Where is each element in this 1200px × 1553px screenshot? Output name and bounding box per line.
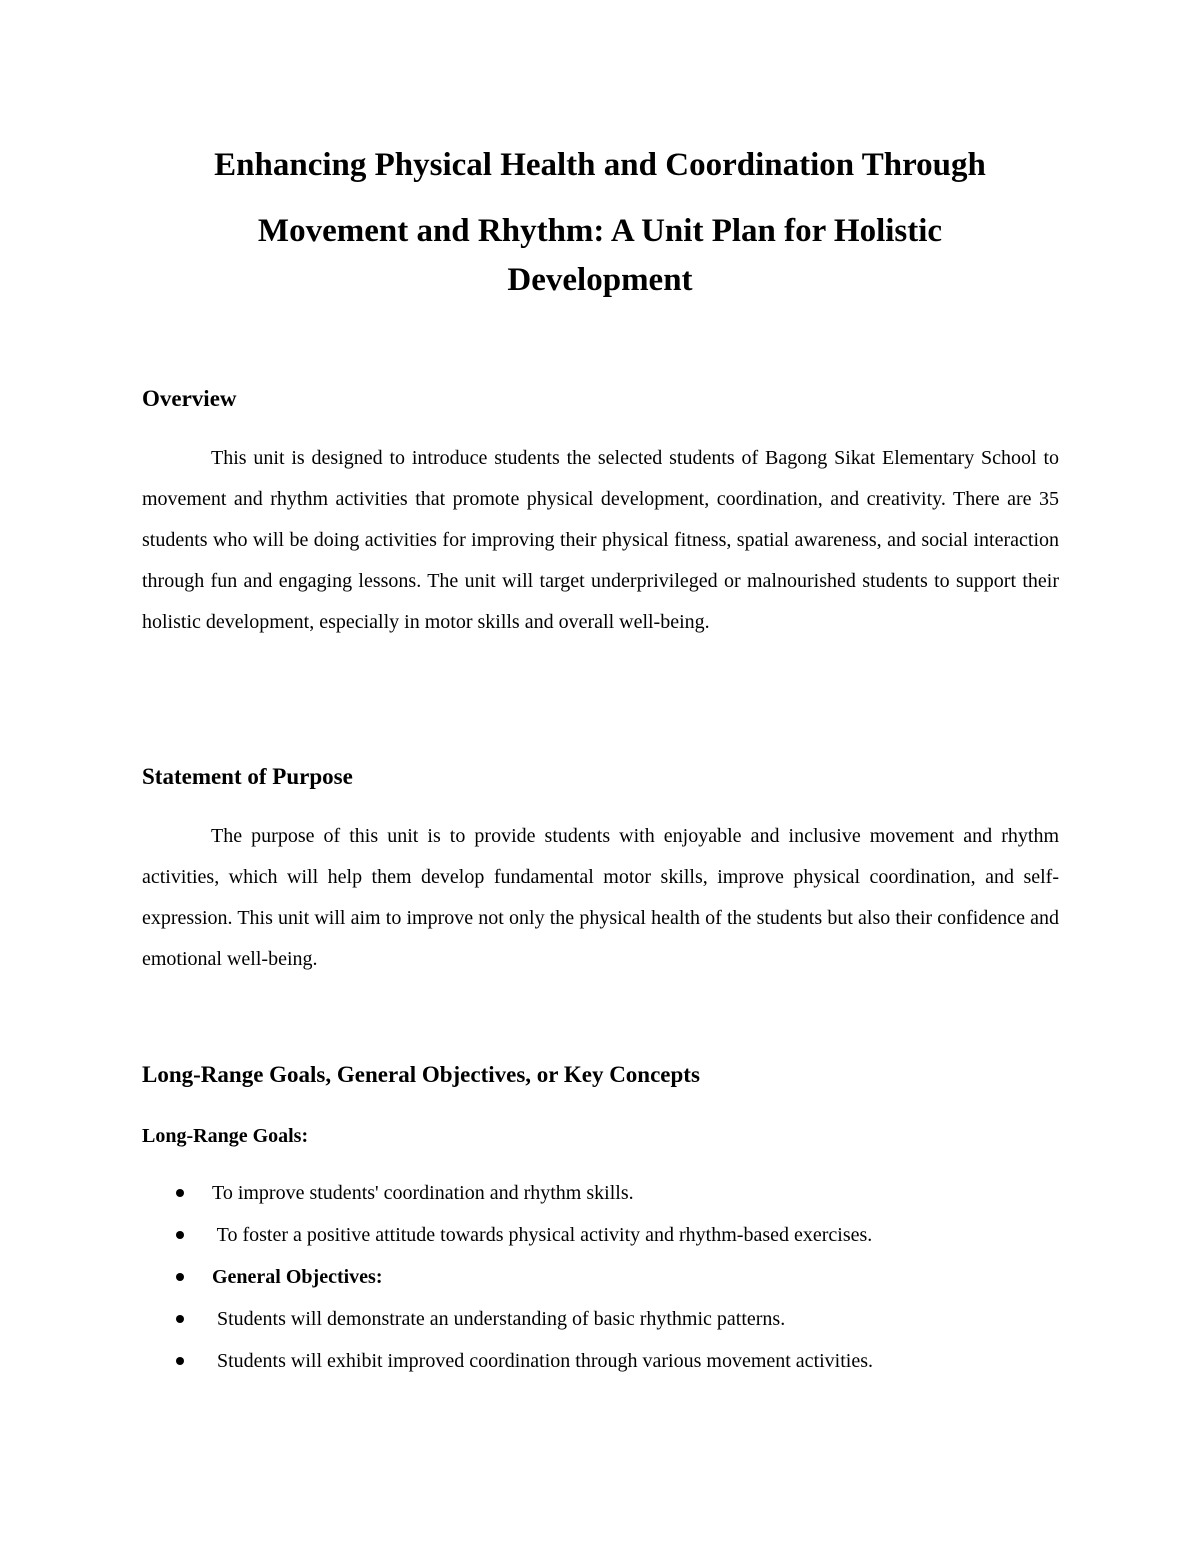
bullet-icon [176,1357,184,1365]
overview-paragraph: This unit is designed to introduce students the selected students of Bagong Sikat Elementary School to movement and rhythm activities that promote physical development, coordination, and creativity. There are 35 students who will be doing activities for improving their physical fitness, spatial awareness, and social interaction through fun and engaging lessons. The unit will target underprivileged or malnourished students to support their holistic development, especially in motor skills and overall well-being. [142,447,1059,633]
goals-list [142,1174,873,1384]
list-item-text: To improve students' coordination and rhythm skills. [212,1182,634,1204]
list-item-text: Students will demonstrate an understanding of basic rhythmic patterns. [212,1308,786,1330]
document-title-line-3: Development [507,262,693,298]
long-range-goals-subheading: Long-Range Goals: [142,1125,309,1147]
list-item [142,1216,873,1258]
document-title-line-2: Movement and Rhythm: A Unit Plan for Holistic [257,213,943,249]
overview-heading: Overview [142,386,237,411]
bullet-icon [176,1231,184,1239]
list-item-text: To foster a positive attitude towards physical activity and rhythm-based exercises. [212,1224,873,1246]
list-item [142,1342,873,1384]
list-item [142,1258,873,1300]
bullet-icon [176,1315,184,1323]
list-item [142,1300,873,1342]
list-item-text: Students will exhibit improved coordination through various movement activities. [212,1350,874,1372]
list-item [142,1174,873,1216]
bullet-icon [176,1273,184,1281]
document-title-line-1: Enhancing Physical Health and Coordination Through [214,147,986,183]
purpose-heading: Statement of Purpose [142,764,353,789]
goals-heading: Long-Range Goals, General Objectives, or Key Concepts [142,1062,700,1087]
purpose-paragraph: The purpose of this unit is to provide students with enjoyable and inclusive movement and rhythm activities, which will help them develop fundamental motor skills, improve physical coordination, and self-expression. This unit will aim to improve not only the physical health of the students but also their confidence and emotional well-being. [142,825,1059,970]
general-objectives-label: General Objectives: [212,1266,383,1288]
bullet-icon [176,1189,184,1197]
